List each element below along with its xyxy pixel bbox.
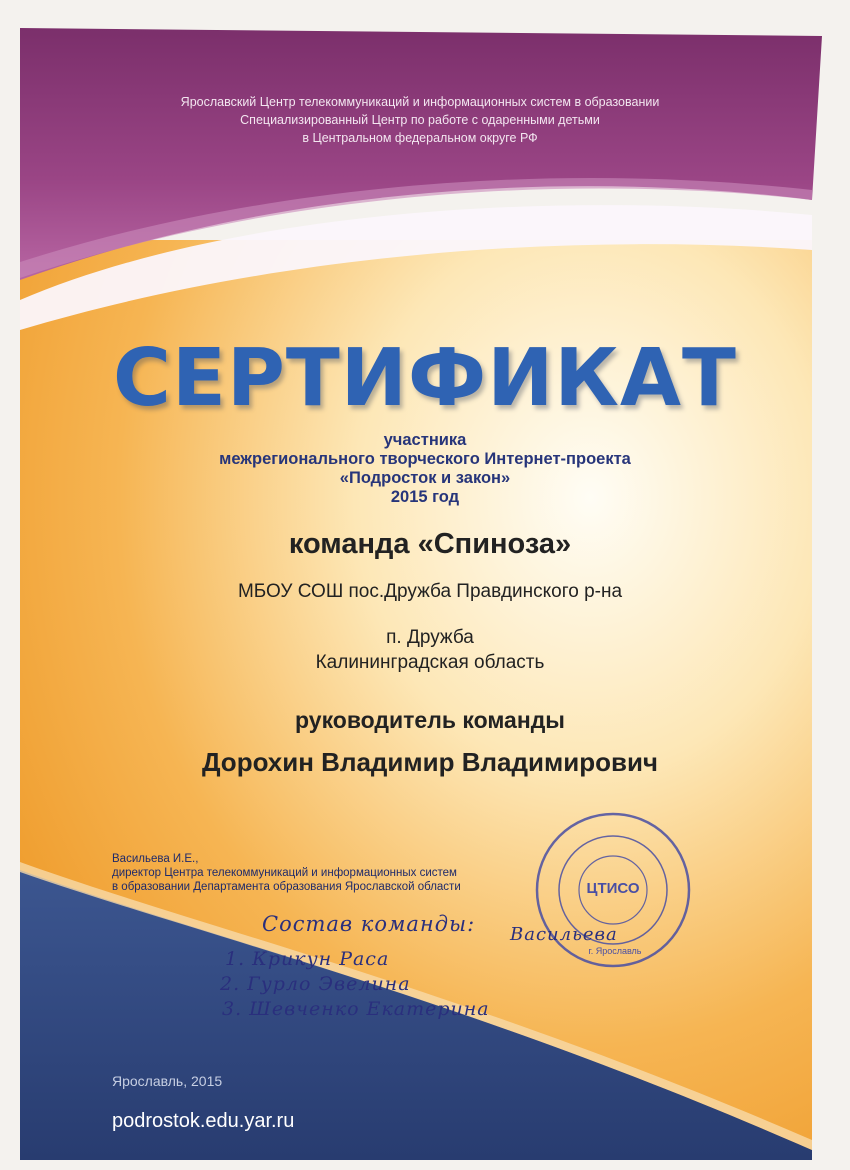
subtitle-line-4: 2015 год bbox=[390, 488, 460, 506]
place-line-2: Калининградская область bbox=[315, 652, 545, 673]
signatory-line-3: в образовании Департамента образования Ярославской области bbox=[112, 881, 461, 893]
stamp-city-text: г. Ярославль bbox=[588, 946, 642, 956]
team-name: команда «Спиноза» bbox=[288, 528, 572, 560]
subtitle-line-3: «Подросток и закон» bbox=[339, 469, 511, 487]
header-line-3: в Центральном федеральном округе РФ bbox=[302, 131, 538, 145]
leader-label: руководитель команды bbox=[295, 707, 565, 733]
handwritten-member-2: 2. Гурло Эвелина bbox=[220, 973, 411, 995]
header-line-2: Специализированный Центр по работе с одаренными детьми bbox=[240, 113, 600, 127]
certificate-title: СЕРТИФИКАТ bbox=[113, 332, 737, 424]
place-line-1: п. Дружба bbox=[386, 627, 474, 648]
stamp-center-text: ЦТИСО bbox=[586, 880, 640, 897]
signatory-line-1: Васильева И.Е., bbox=[112, 853, 199, 865]
footer-url: podrostok.edu.yar.ru bbox=[112, 1110, 295, 1132]
header-line-1: Ярославский Центр телекоммуникаций и информационных систем в образовании bbox=[180, 95, 660, 109]
school-name: МБОУ СОШ пос.Дружба Правдинского р-на bbox=[237, 581, 623, 602]
footer-city-year: Ярославль, 2015 bbox=[112, 1073, 223, 1089]
leader-name: Дорохин Владимир Владимирович bbox=[201, 747, 659, 777]
subtitle-line-1: участника bbox=[383, 431, 467, 449]
handwritten-member-3: 3. Шевченко Екатерина bbox=[222, 998, 490, 1020]
handwritten-heading: Состав команды: bbox=[262, 912, 476, 936]
handwritten-member-1: 1. Крикун Раса bbox=[225, 948, 390, 970]
signatory-line-2: директор Центра телекоммуникаций и информационных систем bbox=[112, 867, 457, 879]
subtitle-line-2: межрегионального творческого Интернет-проекта bbox=[219, 450, 631, 468]
handwritten-signature: Васильева bbox=[510, 924, 618, 945]
